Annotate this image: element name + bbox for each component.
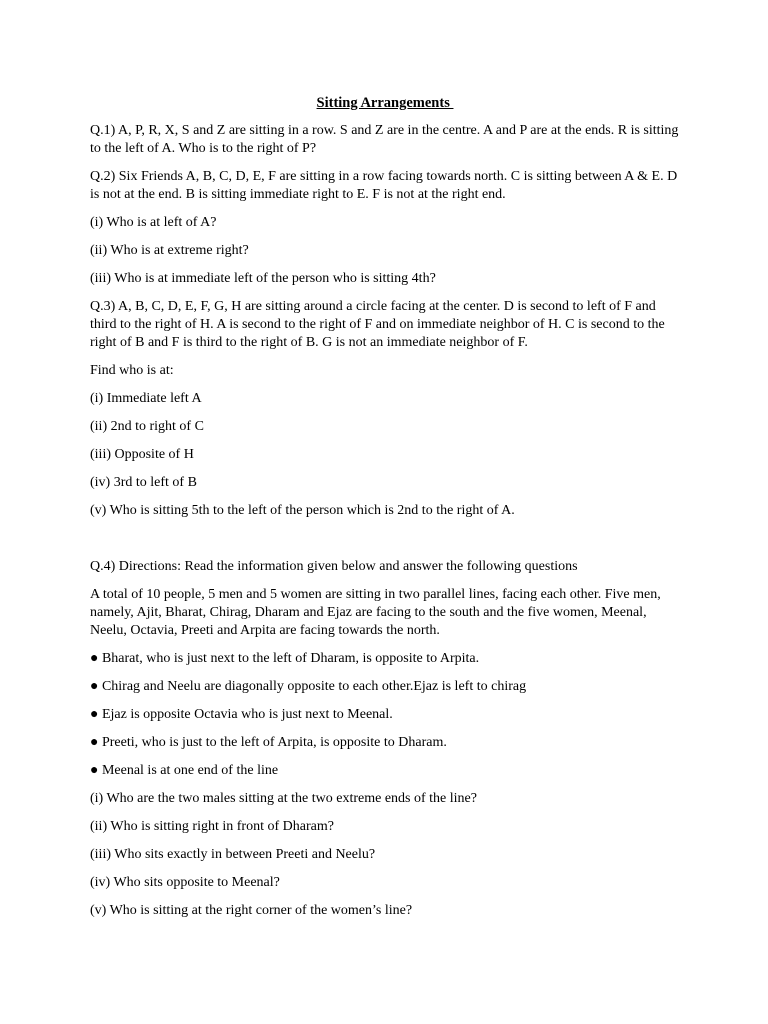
question-3-part-v: (v) Who is sitting 5th to the left of the person which is 2nd to the right of A. — [90, 503, 515, 518]
question-4-passage: A total of 10 people, 5 men and 5 women are sitting in two parallel lines, facing each other. Five men, namely, Ajit, Bharat, Chirag, Dharam and Ejaz are facing to the south and the five women, Meenal, Neelu, Octavia, Preeti and Arpita are facing towards the north. — [90, 587, 661, 638]
document-title: Sitting Arrangements — [316, 95, 454, 111]
question-2-part-i: (i) Who is at left of A? — [90, 215, 217, 230]
section-spacer — [90, 530, 680, 558]
question-4-part-v: (v) Who is sitting at the right corner of the women’s line? — [90, 903, 413, 918]
question-3-part-iii: (iii) Opposite of H — [90, 447, 194, 462]
question-3-part-i: (i) Immediate left A — [90, 391, 202, 406]
question-2: Q.2) Six Friends A, B, C, D, E, F are sitting in a row facing towards north. C is sitting between A & E. D is not at the end. B is sitting immediate right to E. F is not at the right end. — [90, 169, 678, 202]
question-2-part-ii: (ii) Who is at extreme right? — [90, 243, 249, 258]
question-4-bullet: ● Chirag and Neelu are diagonally opposite to each other.Ejaz is left to chirag — [90, 679, 527, 694]
question-4-part-i: (i) Who are the two males sitting at the two extreme ends of the line? — [90, 791, 477, 806]
question-4-bullet: ● Meenal is at one end of the line — [90, 763, 279, 778]
question-3-part-iv: (iv) 3rd to left of B — [90, 475, 197, 490]
question-4-directions: Q.4) Directions: Read the information given below and answer the following questions — [90, 559, 578, 574]
question-4-bullet: ● Bharat, who is just next to the left of Dharam, is opposite to Arpita. — [90, 651, 480, 666]
question-3-find-label: Find who is at: — [90, 363, 174, 378]
document-page — [90, 94, 680, 930]
question-3-part-ii: (ii) 2nd to right of C — [90, 419, 204, 434]
question-4-part-iv: (iv) Who sits opposite to Meenal? — [90, 875, 280, 890]
question-1: Q.1) A, P, R, X, S and Z are sitting in a row. S and Z are in the centre. A and P are at the ends. R is sitting to the left of A. Who is to the right of P? — [90, 123, 679, 156]
question-4-part-ii: (ii) Who is sitting right in front of Dharam? — [90, 819, 334, 834]
question-3: Q.3) A, B, C, D, E, F, G, H are sitting around a circle facing at the center. D is second to left of F and third to the right of H. A is second to the right of F and on immediate neighbor of H. C is second to the right of B and F is third to the right of B. G is not an immediate neighbor of F. — [90, 299, 665, 350]
question-4-bullet: ● Ejaz is opposite Octavia who is just next to Meenal. — [90, 707, 393, 722]
question-4-bullet: ● Preeti, who is just to the left of Arpita, is opposite to Dharam. — [90, 735, 447, 750]
question-2-part-iii: (iii) Who is at immediate left of the person who is sitting 4th? — [90, 271, 436, 286]
question-4-part-iii: (iii) Who sits exactly in between Preeti and Neelu? — [90, 847, 376, 862]
